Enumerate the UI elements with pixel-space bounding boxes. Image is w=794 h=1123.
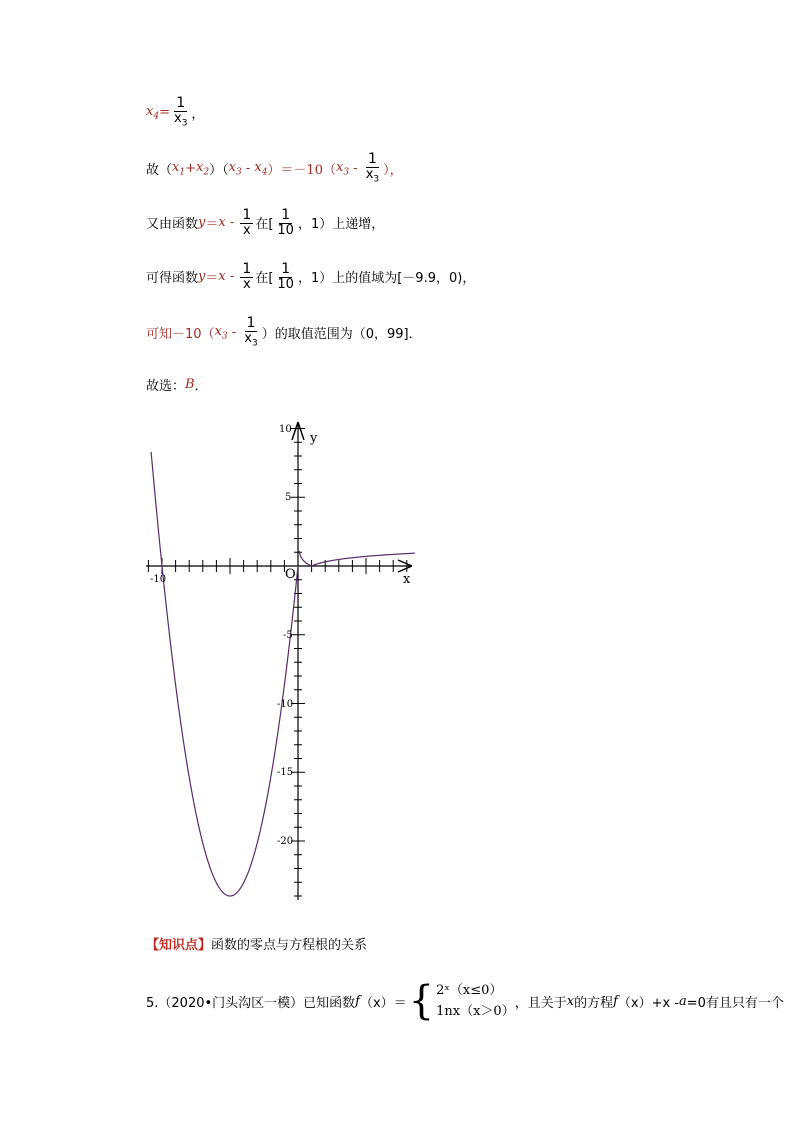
fraction-1-over-x: $\frac{1}{x}$	[242, 207, 252, 238]
knowledge-point	[146, 934, 367, 953]
solution-line-4: 可得函数 y ＝ x - $\frac{1}{x}$ 在[ $\frac{1}{10}$ ，1）上的值域为[－9.9，0)，	[146, 261, 476, 292]
y-axis-label: y	[310, 431, 318, 446]
answer-letter: B	[185, 377, 195, 392]
x-axis-label: x	[403, 572, 411, 587]
fraction-1-over-x3: $\frac{1}{x_3}$	[244, 315, 258, 349]
solution-line-5: 可知－10（ $x_3$ - $\frac{1}{x_3}$ ）的取值范围为（0，99]．	[146, 315, 422, 349]
function-graph	[0, 400, 794, 920]
fraction-1-over-x: $\frac{1}{x}$	[242, 261, 252, 292]
knowledge-text: 函数的零点与方程根的关系	[211, 938, 368, 953]
x4-symbol: $x_4$	[146, 103, 160, 122]
fraction-1-over-10: $\frac{1}{10}$	[277, 261, 294, 292]
question-5: 5.（2020•门头沟区一模）已知函数 f （x）＝ { 2ˣ（x≤0） 1nx（x＞0） ，且关于 x 的方程 f （x）+x - a =0有且只有一个	[146, 978, 784, 1024]
y-tick-label: 5	[285, 492, 292, 503]
knowledge-tag: 【知识点】	[146, 938, 212, 953]
y-tick-label: -15	[277, 767, 294, 778]
fraction-1-over-10: $\frac{1}{10}$	[277, 207, 294, 238]
curve-left-branch	[151, 452, 298, 896]
solution-line-2: 故（ $x_1$ + $x_2$ ）（ $x_3$ - $x_4$ ）＝－10（ $x_3$ - $\frac{1}{x_3}$ ），	[146, 151, 403, 185]
y-tick-label: 10	[279, 424, 292, 435]
y-tick-label: -5	[283, 630, 293, 641]
fraction-1-over-x3: $\frac{1}{x_3}$	[365, 151, 380, 185]
fraction-1-over-x3: $\frac{1}{x_3}$	[173, 95, 188, 129]
piecewise-cases: 2ˣ（x≤0） 1nx（x＞0）	[436, 983, 515, 1019]
solution-line-3: 又由函数 y ＝ x - $\frac{1}{x}$ 在[ $\frac{1}{10}$ ，1）上递增，	[146, 207, 385, 238]
piecewise-brace: {	[408, 978, 435, 1024]
origin-label: O	[285, 567, 296, 582]
solution-line-6: 故选： B ．	[146, 377, 208, 394]
y-tick-label: -20	[277, 836, 294, 847]
x-tick-label: -10	[150, 574, 167, 585]
y-tick-label: -10	[277, 699, 294, 710]
equals-sign: =	[159, 104, 170, 120]
solution-line-1: $x_4$ = $\frac{1}{x_3}$ ，	[146, 95, 205, 129]
graph-axes	[146, 422, 412, 900]
curve-right-branch	[299, 551, 415, 566]
